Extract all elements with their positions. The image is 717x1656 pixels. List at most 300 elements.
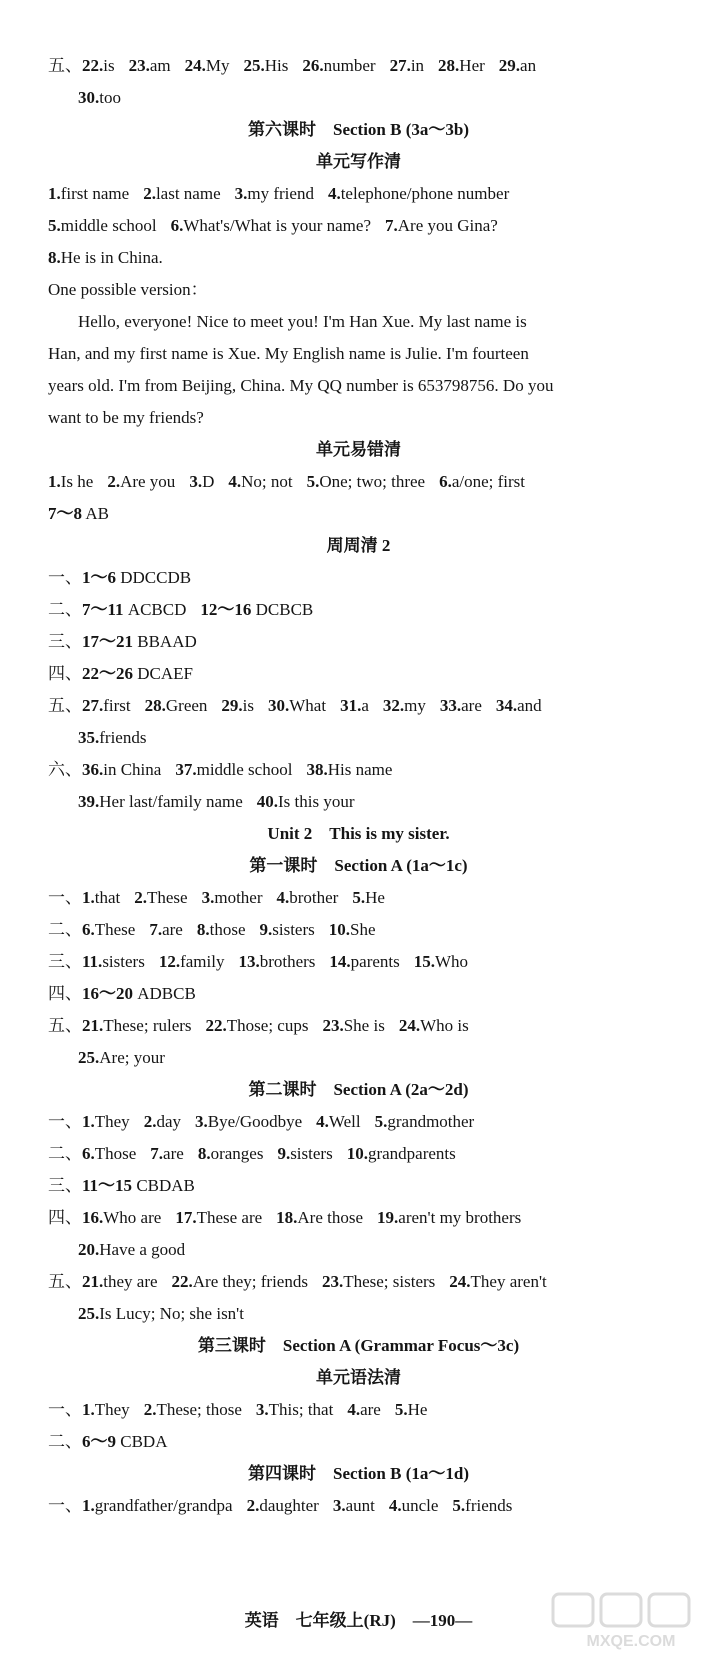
watermark-text: MXQE.COM (586, 1633, 676, 1650)
question-number: 29. (498, 56, 521, 75)
answer-item (107, 472, 175, 491)
question-number: 25. (78, 1048, 100, 1067)
answer-item (277, 1144, 332, 1163)
section-heading: 单元语法清 (316, 1368, 401, 1387)
question-number: 1. (48, 472, 61, 491)
question-number: 3. (255, 1400, 269, 1419)
answer-text: grandparents (367, 1144, 456, 1163)
question-number: 2. (107, 472, 121, 491)
watermark-icon (551, 1590, 711, 1650)
section-number: 一、 (48, 1496, 82, 1515)
answer-line (48, 1106, 697, 1138)
answer-text: are (163, 1144, 184, 1163)
answer-text: daughter (259, 1496, 319, 1515)
answer-line (48, 1266, 697, 1298)
text-line: Han, and my first name is Xue. My English name is Julie. I'm fourteen (48, 344, 529, 363)
answer-line (78, 786, 697, 818)
question-number: 30. (78, 88, 100, 107)
answer-text: am (149, 56, 171, 75)
answer-item (329, 952, 399, 971)
answer-item (202, 888, 263, 907)
answer-item (145, 696, 208, 715)
answer-item (82, 632, 197, 651)
question-number: 12～16 (200, 600, 252, 619)
question-number: 5. (374, 1112, 388, 1131)
answer-text: They aren't (470, 1272, 547, 1291)
answer-item (172, 1272, 308, 1291)
answer-item (143, 184, 220, 203)
answer-text: a (361, 696, 369, 715)
section-number: 二、 (48, 920, 82, 939)
answer-item (439, 472, 525, 491)
question-number: 12. (158, 952, 181, 971)
question-number: 17～21 (82, 632, 133, 651)
question-number: 10. (346, 1144, 368, 1163)
section-number: 一、 (48, 1400, 82, 1419)
answer-text: grandmother (387, 1112, 475, 1131)
section-heading: 第一课时 Section A (1a～1c) (249, 856, 468, 875)
answer-text: first (103, 696, 131, 715)
answer-item (306, 760, 392, 779)
answer-item (340, 696, 369, 715)
answer-line (48, 50, 697, 82)
answer-text: Those (94, 1144, 137, 1163)
answer-text: those (209, 920, 246, 939)
answer-text: a/one; first (451, 472, 525, 491)
question-number: 3. (201, 888, 215, 907)
question-number: 7～11 (82, 600, 124, 619)
answer-line (78, 1042, 697, 1074)
answer-text: His name (327, 760, 393, 779)
section-heading: 第四课时 Section B (1a～1d) (248, 1464, 469, 1483)
answer-text: Who are (103, 1208, 162, 1227)
question-number: 37. (175, 760, 197, 779)
answer-line (48, 914, 697, 946)
question-number: 8. (197, 1144, 211, 1163)
answer-text: DCBCB (255, 600, 314, 619)
answer-item (82, 1208, 161, 1227)
section-number: 五、 (48, 1272, 82, 1291)
section-number: 三、 (48, 1176, 82, 1195)
answer-text: sisters (102, 952, 145, 971)
answer-line (48, 210, 697, 242)
answer-line (48, 882, 697, 914)
answer-text: Are they; friends (192, 1272, 308, 1291)
answer-item (82, 696, 131, 715)
answer-item (206, 1016, 309, 1035)
answer-item (175, 760, 292, 779)
answer-line (78, 722, 697, 754)
answer-text: uncle (401, 1496, 439, 1515)
section-heading: 周周清 2 (326, 536, 391, 555)
question-number: 31. (340, 696, 362, 715)
question-number: 24. (449, 1272, 471, 1291)
answer-text: last name (155, 184, 221, 203)
answer-text: they are (103, 1272, 158, 1291)
answer-text: Well (328, 1112, 361, 1131)
question-number: 8. (196, 920, 210, 939)
answer-line (48, 1490, 697, 1522)
answer-item (78, 88, 121, 107)
question-number: 26. (302, 56, 324, 75)
answer-item (48, 472, 93, 491)
answer-text: oranges (210, 1144, 264, 1163)
answer-text: AB (85, 504, 109, 523)
answer-item (82, 1400, 130, 1419)
answer-text: She (350, 920, 376, 939)
question-number: 16～20 (82, 984, 133, 1003)
answer-item (449, 1272, 546, 1291)
answer-text: family (180, 952, 225, 971)
section-heading: 第二课时 Section A (2a～2d) (248, 1080, 469, 1099)
section-number: 二、 (48, 600, 82, 619)
question-number: 1. (82, 1112, 95, 1131)
answer-item (144, 1112, 181, 1131)
answer-text: BBAAD (137, 632, 197, 651)
text-line: want to be my friends? (48, 408, 204, 427)
answer-item (352, 888, 385, 907)
section-number: 一、 (48, 888, 82, 907)
answer-text: are (360, 1400, 381, 1419)
question-number: 1. (82, 888, 95, 907)
answer-text: is (242, 696, 255, 715)
answer-text: My (205, 56, 230, 75)
answer-text: brother (289, 888, 339, 907)
section-number: 五、 (48, 1016, 82, 1035)
answer-line (48, 1426, 697, 1458)
section-number: 三、 (48, 632, 82, 651)
question-number: 36. (82, 760, 104, 779)
answer-text: No; not (241, 472, 293, 491)
answer-item (221, 696, 254, 715)
answer-item (82, 1496, 233, 1515)
answer-text: in (410, 56, 425, 75)
question-number: 10. (328, 920, 350, 939)
answer-item (322, 1016, 384, 1035)
answer-text: CBDA (120, 1432, 168, 1451)
question-number: 7. (385, 216, 398, 235)
question-number: 2. (143, 1400, 157, 1419)
question-number: 7. (150, 1144, 164, 1163)
answer-item (228, 472, 292, 491)
answer-item (175, 1208, 262, 1227)
answer-text: His (264, 56, 289, 75)
answer-item (149, 920, 183, 939)
answer-text: These (94, 920, 136, 939)
question-number: 9. (259, 920, 273, 939)
question-number: 20. (78, 1240, 100, 1259)
answer-line (48, 658, 697, 690)
watermark-logo (551, 1590, 711, 1650)
answer-item (390, 56, 424, 75)
answer-text: grandfather/grandpa (94, 1496, 233, 1515)
answer-text: are (162, 920, 183, 939)
question-number: 5. (394, 1400, 408, 1419)
answer-item (328, 184, 509, 203)
answer-item (78, 792, 243, 811)
answer-item (78, 728, 146, 747)
answer-text: my friend (247, 184, 314, 203)
answer-text: Is he (60, 472, 94, 491)
answer-text: Have a good (99, 1240, 186, 1259)
answer-item (347, 1144, 456, 1163)
question-number: 4. (388, 1496, 402, 1515)
section-heading: 第六课时 Section B (3a～3b) (248, 120, 469, 139)
answer-text: Green (165, 696, 208, 715)
question-number: 5. (352, 888, 366, 907)
question-number: 32. (382, 696, 405, 715)
answer-text: These are (196, 1208, 263, 1227)
answer-text: telephone/phone number (340, 184, 510, 203)
answer-item (307, 472, 426, 491)
answer-line (48, 562, 697, 594)
answer-line (48, 1010, 697, 1042)
question-number: 6. (82, 920, 95, 939)
answer-item (82, 920, 135, 939)
question-number: 1. (82, 1496, 95, 1515)
question-number: 17. (175, 1208, 197, 1227)
question-number: 8. (48, 248, 61, 267)
answer-text: Are; your (99, 1048, 165, 1067)
answer-item (82, 1432, 167, 1451)
answer-line (48, 1202, 697, 1234)
answer-text: is (103, 56, 115, 75)
question-number: 5. (452, 1496, 466, 1515)
section-number: 四、 (48, 664, 82, 683)
answer-text: friends (465, 1496, 513, 1515)
answer-text: They (94, 1112, 130, 1131)
answer-item (244, 56, 289, 75)
question-number: 28. (144, 696, 166, 715)
answer-item (414, 952, 468, 971)
answer-item (268, 696, 326, 715)
answer-item (496, 696, 542, 715)
answer-text: Is this your (278, 792, 355, 811)
answer-item (78, 1304, 244, 1323)
question-number: 11～15 (82, 1176, 133, 1195)
answer-item (238, 952, 315, 971)
answer-item (277, 888, 339, 907)
answer-item (82, 1016, 192, 1035)
answer-item (82, 1144, 136, 1163)
answer-item (82, 1272, 158, 1291)
answer-item (185, 56, 230, 75)
question-number: 4. (276, 888, 290, 907)
question-number: 6～9 (82, 1432, 116, 1451)
answer-item (189, 472, 214, 491)
answer-text: my (404, 696, 426, 715)
answer-text: Who (435, 952, 469, 971)
question-number: 6. (439, 472, 452, 491)
answer-line (48, 466, 697, 498)
question-number: 2. (134, 888, 147, 907)
answer-line (48, 594, 697, 626)
question-number: 22. (82, 56, 104, 75)
answer-text: parents (350, 952, 400, 971)
answer-item (82, 664, 193, 683)
answer-line (48, 1394, 697, 1426)
question-number: 4. (316, 1112, 329, 1131)
question-number: 21. (82, 1016, 104, 1035)
answer-item (82, 1112, 130, 1131)
answer-item (256, 1400, 333, 1419)
question-number: 15. (413, 952, 436, 971)
section-heading: 第三课时 Section A (Grammar Focus～3c) (197, 1336, 520, 1355)
question-number: 23. (322, 1016, 344, 1035)
section-number: 六、 (48, 760, 82, 779)
answer-item (276, 1208, 363, 1227)
answer-item (247, 1496, 319, 1515)
answer-text: mother (214, 888, 263, 907)
answer-text: He (365, 888, 385, 907)
question-number: 6. (82, 1144, 95, 1163)
question-number: 23. (321, 1272, 344, 1291)
question-number: 5. (48, 216, 61, 235)
question-number: 2. (143, 1112, 157, 1131)
question-number: 3. (234, 184, 248, 203)
answer-item (82, 56, 115, 75)
answer-text: CBDAB (136, 1176, 195, 1195)
answer-item (322, 1272, 435, 1291)
answer-text: sisters (290, 1144, 333, 1163)
answer-item (82, 568, 191, 587)
answer-line (78, 1234, 697, 1266)
question-number: 6. (170, 216, 184, 235)
page-footer: 英语 七年级上(RJ) —190— (244, 1611, 473, 1630)
text-line: One possible version： (48, 280, 208, 299)
section-number: 一、 (48, 1112, 82, 1131)
answer-text: aunt (345, 1496, 375, 1515)
section-number: 四、 (48, 984, 82, 1003)
answer-item (78, 1048, 165, 1067)
answer-item (347, 1400, 381, 1419)
question-number: 9. (277, 1144, 291, 1163)
section-number: 二、 (48, 1432, 82, 1451)
answer-item (198, 1144, 264, 1163)
answer-text: What's/What is your name? (183, 216, 371, 235)
question-number: 23. (128, 56, 150, 75)
answer-line (48, 178, 697, 210)
question-number: 25. (243, 56, 265, 75)
answer-item (82, 600, 186, 619)
question-number: 30. (268, 696, 290, 715)
answer-line (78, 1298, 697, 1330)
question-number: 1. (48, 184, 61, 203)
question-number: 24. (398, 1016, 421, 1035)
answer-line (78, 82, 697, 114)
answer-item (48, 216, 157, 235)
answer-text: He (407, 1400, 428, 1419)
question-number: 40. (256, 792, 279, 811)
question-number: 22～26 (82, 664, 133, 683)
answer-item (377, 1208, 521, 1227)
answer-text: middle school (60, 216, 157, 235)
answer-line (48, 690, 697, 722)
answer-text: One; two; three (319, 472, 426, 491)
answer-item (78, 1240, 185, 1259)
answer-text: They (94, 1400, 130, 1419)
answer-item (82, 760, 161, 779)
answer-item (159, 952, 225, 971)
answer-text: She is (343, 1016, 385, 1035)
section-heading: 单元写作清 (316, 152, 401, 171)
question-number: 22. (205, 1016, 227, 1035)
question-number: 38. (306, 760, 328, 779)
answer-line (48, 626, 697, 658)
answer-item (375, 1112, 475, 1131)
answer-item (438, 56, 485, 75)
section-number: 五、 (48, 56, 82, 75)
question-number: 3. (332, 1496, 346, 1515)
answer-text: Her (459, 56, 485, 75)
question-number: 13. (238, 952, 260, 971)
answer-text: Bye/Goodbye (207, 1112, 303, 1131)
answer-item (200, 600, 313, 619)
answer-text: in China (103, 760, 162, 779)
answer-item (399, 1016, 469, 1035)
answer-item (302, 56, 375, 75)
answer-line (48, 946, 697, 978)
answer-item (197, 920, 246, 939)
answer-item (260, 920, 315, 939)
answer-text: that (94, 888, 121, 907)
text-line: Hello, everyone! Nice to meet you! I'm Han Xue. My last name is (78, 312, 527, 331)
answer-line (48, 498, 697, 530)
answer-item (195, 1112, 302, 1131)
question-number: 4. (347, 1400, 361, 1419)
answer-line (48, 1138, 697, 1170)
question-number: 7. (149, 920, 163, 939)
question-number: 24. (184, 56, 206, 75)
answer-text: sisters (272, 920, 315, 939)
question-number: 29. (221, 696, 243, 715)
text-line: years old. I'm from Beijing, China. My QQ number is 653798756. Do you (48, 376, 554, 395)
question-number: 27. (82, 696, 104, 715)
section-number: 二、 (48, 1144, 82, 1163)
question-number: 2. (143, 184, 156, 203)
answer-item (333, 1496, 375, 1515)
answer-line (48, 1170, 697, 1202)
answer-item (385, 216, 498, 235)
answer-text: He is in China. (60, 248, 163, 267)
answer-text: DCAEF (137, 664, 193, 683)
answer-item (257, 792, 355, 811)
answer-item (389, 1496, 439, 1515)
answer-text: Her last/family name (99, 792, 243, 811)
answer-item (48, 248, 163, 267)
answer-text: first name (60, 184, 130, 203)
section-heading: 单元易错清 (316, 440, 401, 459)
answer-text: are (461, 696, 482, 715)
answer-text: DDCCDB (120, 568, 192, 587)
answer-item (82, 1176, 195, 1195)
answer-item (82, 952, 145, 971)
question-number: 3. (189, 472, 203, 491)
question-number: 22. (171, 1272, 193, 1291)
answer-line (48, 754, 697, 786)
answer-text: Are those (297, 1208, 364, 1227)
answer-item (171, 216, 371, 235)
answer-item (499, 56, 536, 75)
answer-text: Are you Gina? (397, 216, 498, 235)
section-number: 一、 (48, 568, 82, 587)
question-number: 28. (438, 56, 460, 75)
answer-text: This; that (268, 1400, 334, 1419)
answer-text: Are you (120, 472, 176, 491)
answer-line (48, 978, 697, 1010)
question-number: 7～8 (48, 504, 82, 523)
answer-text: What (289, 696, 327, 715)
